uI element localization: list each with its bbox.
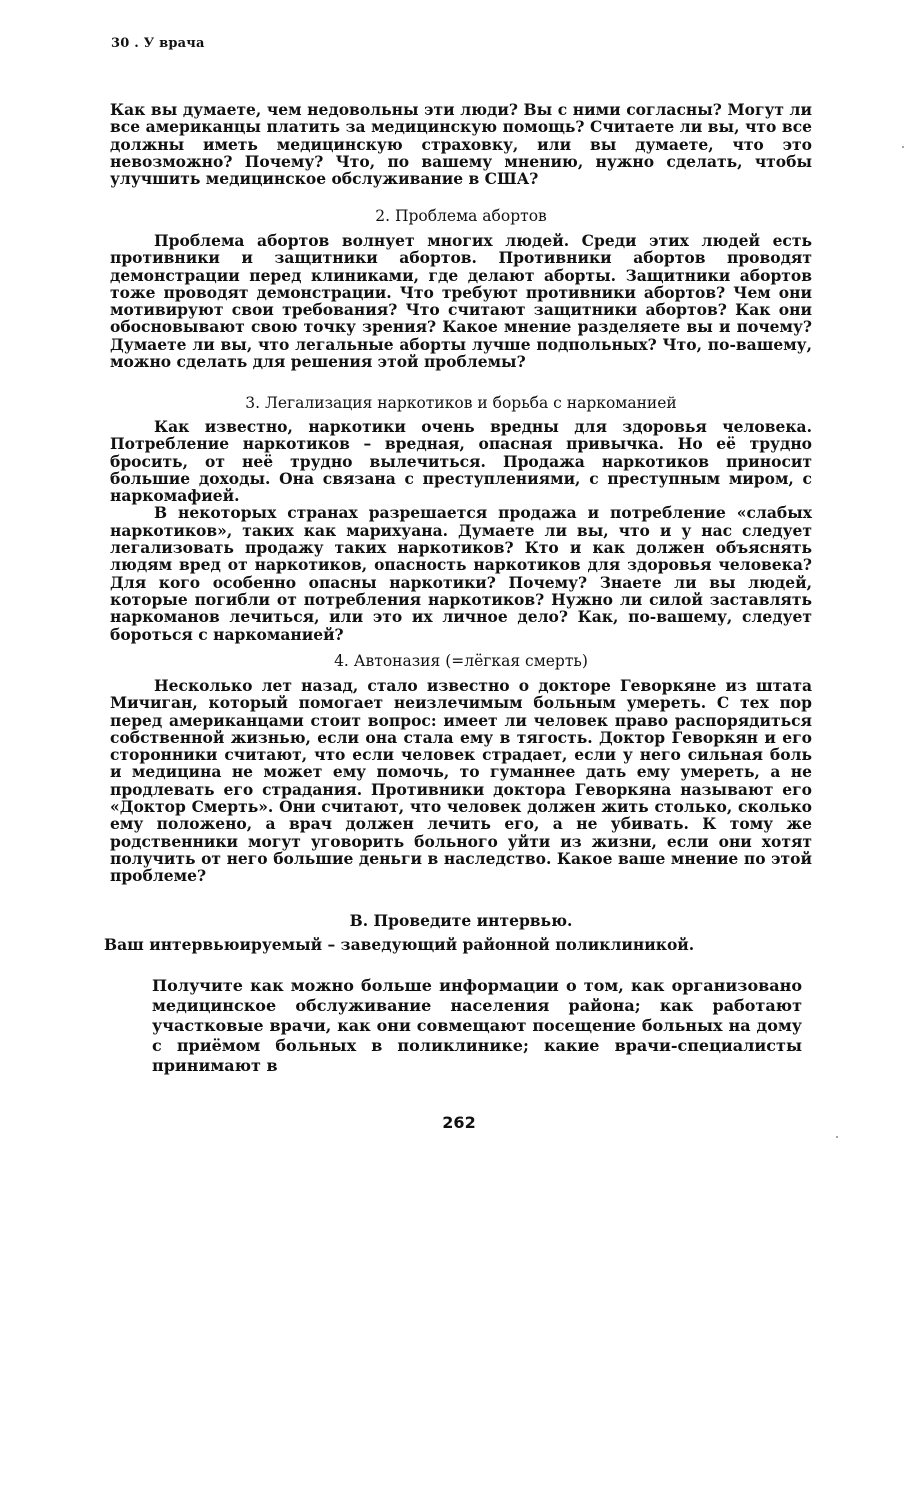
section-3-body: [110, 418, 812, 643]
interview-task: [152, 976, 802, 1076]
scan-speck: [836, 1136, 838, 1138]
intro-text: Как вы думаете, чем недовольны эти люди? Вы с ними согласны? Могут ли все американцы платить за медицинскую помощь? Считаете ли вы, что все должны иметь медицинскую страховку, или вы думаете, что это невозможно? Почему? Что, по вашему мнению, нужно сделать, чтобы улучшить медицинское обслуживание в США?: [110, 100, 812, 189]
interview-title: В. Проведите интервью.: [349, 911, 573, 930]
running-header: 30 . У врача: [111, 36, 205, 51]
section-2-paragraph: Проблема абортов волнует многих людей. Среди этих людей есть противники и защитники абортов. Противники абортов проводят демонстрации перед клиниками, где делают аборты. Защитники абортов тоже проводят демонстрации. Что требуют противники абортов? Чем они мотивируют свои требования? Что считают защитники абортов? Как они обосновывают свою точку зрения? Какое мнение разделяете вы и почему? Думаете ли вы, что легальные аборты лучше подпольных? Что, по-вашему, можно сделать для решения этой проблемы?: [110, 231, 812, 372]
section-3-paragraph-1: Как известно, наркотики очень вредны для здоровья человека. Потребление наркотиков – вредная, опасная привычка. Но её трудно бросить, от неё трудно вылечиться. Продажа наркотиков приносит большие доходы. Она связана с преступлениями, с преступным миром, с наркомафией.: [110, 417, 812, 506]
section-3-title: 3. Легализация наркотиков и борьба с наркоманией: [245, 394, 677, 412]
section-2-title: 2. Проблема абортов: [375, 207, 547, 225]
section-4-title: 4. Автоназия (=лёгкая смерть): [334, 652, 588, 670]
section-4-paragraph: Несколько лет назад, стало известно о докторе Геворкяне из штата Мичиган, который помогает неизлечимым больным умереть. С тех пор перед американцами стоит вопрос: имеет ли человек право распорядиться собственной жизнью, если она стала ему в тягость. Доктор Геворкян и его сторонники считают, что если человек страдает, если у него сильная боль и медицина не может ему помочь, то гуманнее дать ему умереть, а не продлевать его страдания. Противники доктора Геворкяна называют его «Доктор Смерть». Они считают, что человек должен жить столько, сколько ему положено, а врач должен лечить его, а не убивать. К тому же родственники могут уговорить больного уйти из жизни, если они хотят получить от него большие деньги в наследство. Какое ваше мнение по этой проблеме?: [110, 676, 812, 886]
interview-task-text: Получите как можно больше информации о том, как организовано медицинское обслуживание населения района; как работают участковые врачи, как они совмещают посещение больных на дому с приёмом больных в поликлинике; какие врачи-специалисты принимают в: [152, 976, 802, 1075]
interview-subject: [104, 936, 812, 953]
page-number: 262: [442, 1113, 476, 1132]
section-2-body: [110, 232, 812, 370]
interview-subject-text: Ваш интервьюируемый – заведующий районной поликлиникой.: [104, 935, 695, 954]
intro-paragraph: [110, 101, 812, 187]
section-4-body: [110, 677, 812, 885]
scan-speck: [902, 146, 904, 148]
section-3-paragraph-2: В некоторых странах разрешается продажа и потребление «слабых наркотиков», таких как марихуана. Думаете ли вы, что и у нас следует легализовать продажу таких наркотиков? Кто и как должен объяснять людям вред от наркотиков, опасность наркотиков для здоровья человека? Для кого особенно опасны наркотики? Почему? Знаете ли вы людей, которые погибли от потребления наркотиков? Нужно ли силой заставлять наркоманов лечиться, или это их личное дело? Как, по-вашему, следует бороться с наркоманией?: [110, 503, 812, 644]
